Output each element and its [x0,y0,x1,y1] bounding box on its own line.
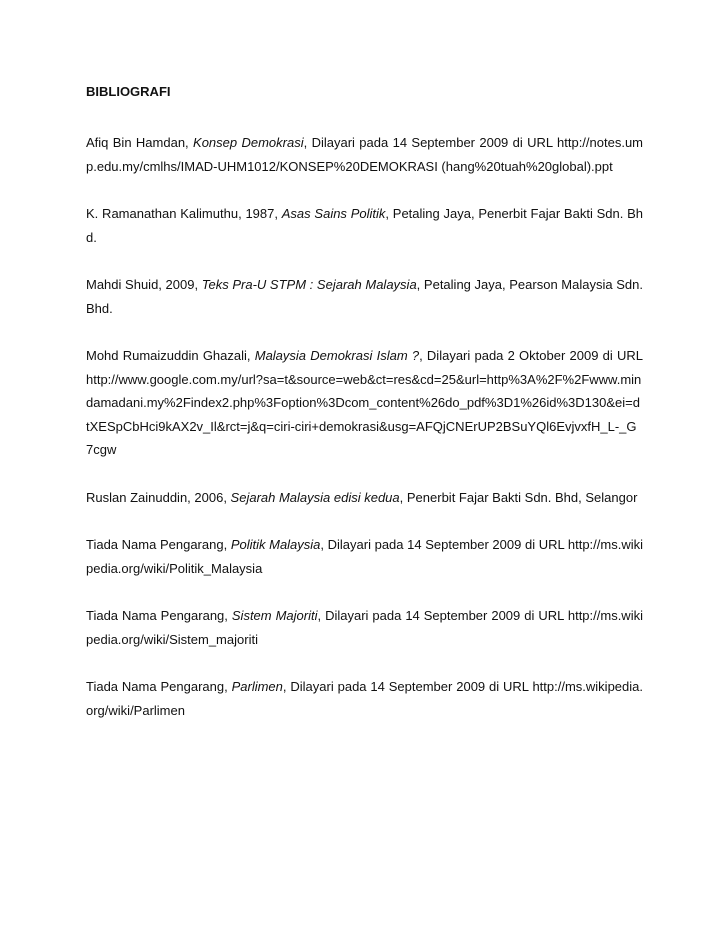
entry-author: Tiada Nama Pengarang, [86,608,232,623]
entry-title: Sejarah Malaysia edisi kedua [230,489,400,505]
entry-details: , Dilayari pada 14 September 2009 di URL http://notes.ump.edu.my/cmlhs/IMAD-UHM1012/KONSEP%20DEMOKRASI (hang%20tuah%20global).ppt [86,135,644,174]
entry-details: , Dilayari pada 14 September 2009 di URL http://ms.wikipedia.org/wiki/Sistem_majoriti [86,608,643,647]
entry-title: Teks Pra-U STPM : Sejarah Malaysia [201,277,417,292]
entry-details: , Petaling Jaya, Pearson Malaysia Sdn. Bhd. [86,277,643,316]
entry-author: K. Ramanathan Kalimuthu, 1987, [86,206,282,221]
entry-author: Tiada Nama Pengarang, [86,679,232,694]
bibliography-entry [86,533,643,580]
entry-details: , Penerbit Fajar Bakti Sdn. Bhd, Selangor [399,489,638,505]
entry-author: Ruslan Zainuddin, 2006, [86,489,231,505]
entry-title: Sistem Majoriti [231,608,318,623]
entry-author: Tiada Nama Pengarang, [86,537,231,552]
entry-title: Politik Malaysia [230,537,321,552]
entry-title: Konsep Demokrasi [193,135,304,150]
document-page [86,82,643,746]
bibliography-entry [86,131,643,178]
entry-author: Mohd Rumaizuddin Ghazali, [86,348,255,363]
entry-title: Malaysia Demokrasi Islam ? [254,348,420,363]
bibliography-entry [86,486,643,510]
entry-details: , Dilayari pada 14 September 2009 di URL http://ms.wikipedia.org/wiki/Parlimen [86,679,643,718]
entry-title: Asas Sains Politik [281,206,386,221]
entry-author: Afiq Bin Hamdan, [86,135,194,150]
page-title: BIBLIOGRAFI [86,84,171,99]
entry-details: , Dilayari pada 2 Oktober 2009 di URL http://www.google.com.my/url?sa=t&source=web&ct=res&cd=25&url=http%3A%2F%2Fwww.mindamadani.my%2Findex2.php%3Foption%3Dcom_content%26do_pdf%3D1%26id%3D130&ei=dtXESpCbHci9kAX2v_Il&rct=j&q=ciri-ciri+demokrasi&usg=AFQjCNErUP2BSuYQl6EvjvxfH_L-_G7cgw [86,348,643,457]
entry-author: Mahdi Shuid, 2009, [86,277,202,292]
bibliography-entry [86,273,643,320]
entry-details: , Petaling Jaya, Penerbit Fajar Bakti Sdn. Bhd. [86,206,644,245]
bibliography-entry [86,675,643,722]
bibliography-entry [86,202,643,249]
bibliography-entry [86,344,643,462]
bibliography-entry [86,604,643,651]
entry-title: Parlimen [231,679,283,694]
entry-details: , Dilayari pada 14 September 2009 di URL http://ms.wikipedia.org/wiki/Politik_Malaysia [86,537,643,576]
